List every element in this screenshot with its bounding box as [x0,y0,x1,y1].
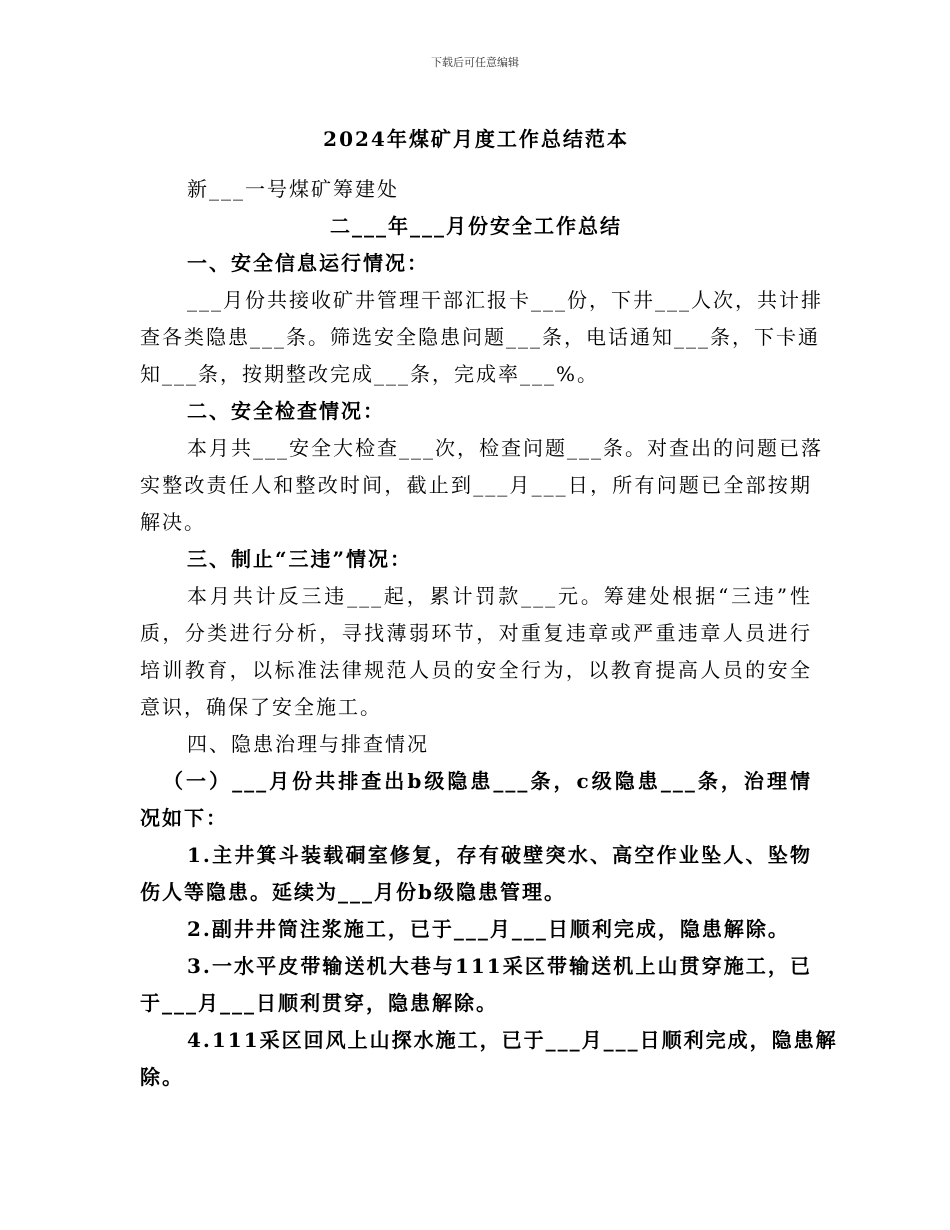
section-4-para-1-line-2: 况如下： [140,806,228,830]
section-1-line-2: 查各类隐患___条。筛选安全隐患问题___条，电话通知___条，下卡通 [140,325,820,349]
section-3-line-1: 本月共计反三违___起，累计罚款___元。筹建处根据“三违”性 [187,584,812,608]
item-4-line-2: 除。 [140,1065,184,1089]
section-2-line-3: 解决。 [140,510,206,534]
section-1-heading: 一、安全信息运行情况： [187,251,429,275]
item-1-line-2: 伤人等隐患。延续为___月份b级隐患管理。 [140,880,566,904]
section-1-line-1: ___月份共接收矿井管理干部汇报卡___份，下井___人次，共计排 [187,288,823,312]
item-3-line-1: 3.一水平皮带输送机大巷与111采区带输送机上山贯穿施工，已 [187,954,812,978]
item-2-line-1: 2.副井井筒注浆施工，已于___月___日顺利完成，隐患解除。 [187,917,790,941]
organization-line: 新___一号煤矿筹建处 [187,177,399,201]
section-2-line-1: 本月共___安全大检查___次，检查问题___条。对查出的问题已落 [187,436,823,460]
section-4-para-1-line-1: （一）___月份共排查出b级隐患___条，c级隐患___条，治理情 [163,769,812,793]
item-4-line-1: 4.111采区回风上山探水施工，已于___月___日顺利完成，隐患解 [187,1028,838,1052]
report-subtitle: 二___年___月份安全工作总结 [330,214,622,238]
section-4-heading: 四、隐患治理与排查情况 [187,732,429,756]
section-2-heading: 二、安全检查情况： [187,399,385,423]
header-note: 下载后可任意编辑 [431,56,519,69]
section-3-line-2: 质，分类进行分析，寻找薄弱环节，对重复违章或严重违章人员进行 [140,621,812,645]
section-2-line-2: 实整改责任人和整改时间，截止到___月___日，所有问题已全部按期 [140,473,812,497]
section-1-line-3: 知___条，按期整改完成___条，完成率___%。 [140,362,600,386]
item-1-line-1: 1.主井箕斗装载硐室修复，存有破壁突水、高空作业坠人、坠物 [187,843,812,867]
item-3-line-2: 于___月___日顺利贯穿，隐患解除。 [140,991,498,1015]
section-3-line-3: 培训教育，以标准法律规范人员的安全行为，以教育提高人员的安全 [140,658,812,682]
section-3-heading: 三、制止“三违”情况： [187,547,413,571]
section-3-line-4: 意识，确保了安全施工。 [140,695,382,719]
document-title: 2024年煤矿月度工作总结范本 [323,127,629,151]
